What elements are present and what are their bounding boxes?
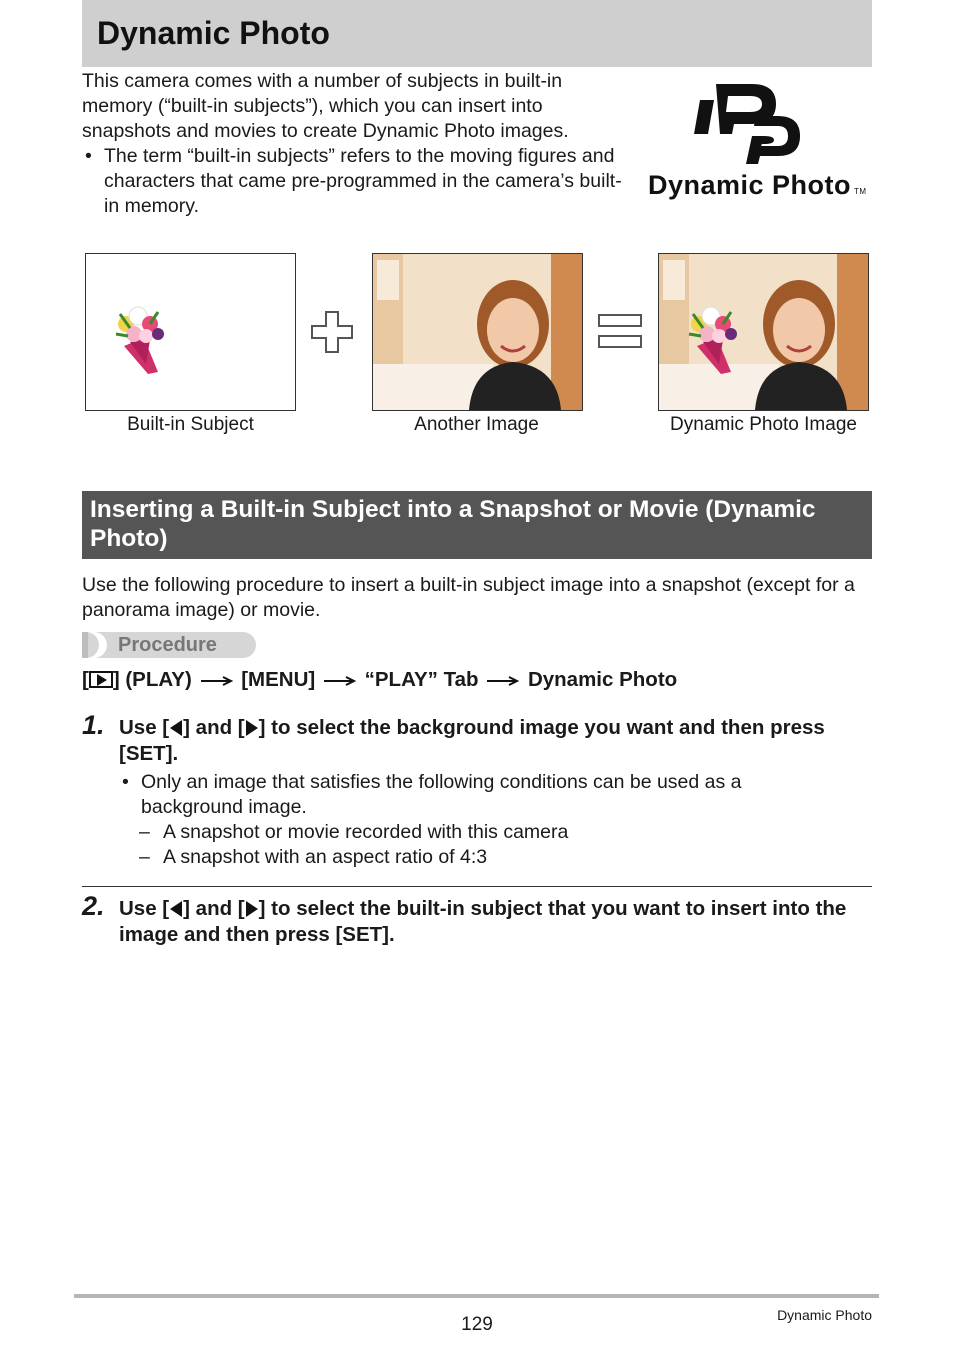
section-title: Inserting a Built-in Subject into a Snapshot or Movie (Dynamic Photo) [90,496,816,552]
dynamic-photo-image [658,253,869,411]
bullet-mark: • [122,771,129,793]
condition-item: – A snapshot or movie recorded with this camera [139,821,569,843]
page-title: Dynamic Photo [97,15,330,51]
path-tab: “PLAY” Tab [364,668,479,691]
arrow-right-icon [324,676,356,686]
caption-dynamic-photo-image: Dynamic Photo Image [670,414,857,435]
caption-another-image: Another Image [414,414,539,435]
composite-photo-icon [659,254,868,410]
footer-section-name: Dynamic Photo [777,1307,872,1323]
bullet-mark: • [85,145,92,167]
condition-item: – A snapshot with an aspect ratio of 4:3 [139,846,488,868]
left-arrow-icon [170,720,182,736]
right-arrow-icon [246,720,258,736]
another-image [372,253,583,411]
left-arrow-icon [170,901,182,917]
step-divider [82,886,872,887]
footer-rule [74,1294,879,1298]
step-number: 2. [82,891,105,921]
step-number: 1. [82,710,105,740]
step-1 [82,710,105,741]
procedure-label: Procedure [118,634,217,656]
step-1-instruction: Use [ ] and [ ] to select the background image you want and then press [SET]. [119,716,825,765]
dynamic-photo-logo [648,82,868,207]
step-2 [82,891,105,922]
logo-text: Dynamic Photo TM [648,170,867,200]
path-destination: Dynamic Photo [527,668,678,691]
path-play: ] (PLAY) [112,668,192,691]
procedure-label-tab [82,632,256,658]
plus-icon [310,310,354,354]
arrow-right-icon [487,676,519,686]
section-title-bar [82,491,872,559]
path-menu: [MENU] [241,668,316,691]
right-arrow-icon [246,901,258,917]
built-in-subject-image [85,253,296,411]
portrait-photo-icon [373,254,582,410]
step-2-instruction: Use [ ] and [ ] to select the built-in subject that you want to insert into the image and then press [SET]. [119,897,847,946]
arrow-right-icon [201,676,233,686]
dp-logo-mark-icon [648,82,868,170]
intro-text [82,69,622,219]
page-title-bar [82,0,872,67]
bouquet-icon [86,254,295,410]
equals-icon [598,314,642,350]
play-button-icon [89,671,113,688]
step-1-note-text: Only an image that satisfies the following conditions can be used as a background image. [141,771,742,818]
caption-built-in-subject: Built-in Subject [127,414,254,435]
menu-path: [ ] (PLAY) [MENU] “PLAY” Tab Dynamic Photo [82,668,678,691]
intro-bullet [82,144,622,219]
intro-bullet-text: The term “built-in subjects” refers to the moving figures and characters that came pre-programmed in the camera’s built-in memory. [104,145,622,217]
intro-paragraph: This camera comes with a number of subjects in built-in memory (“built-in subjects”), which you can insert into snapshots and movies to create Dynamic Photo images. [82,70,569,142]
section-usage-text: Use the following procedure to insert a built-in subject image into a snapshot (except for a panorama image) or movie. [82,574,855,621]
step-1-note [119,770,819,870]
page-number: 129 [461,1314,493,1335]
